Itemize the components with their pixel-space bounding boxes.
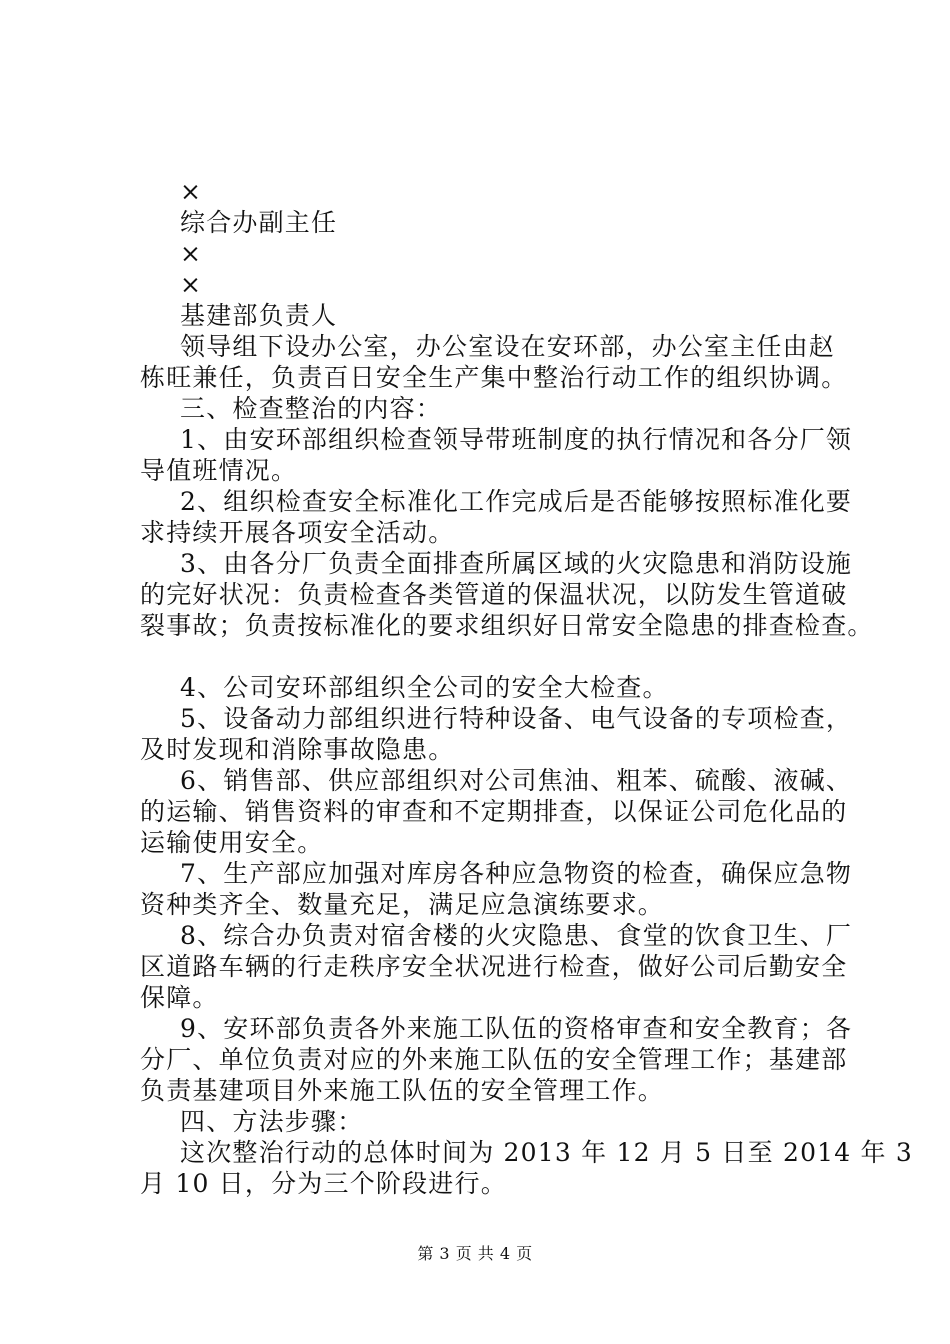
paragraph-line: 分厂、单位负责对应的外来施工队伍的安全管理工作；基建部 <box>140 1045 848 1074</box>
paragraph <box>140 765 853 858</box>
paragraph-line: 导值班情况。 <box>140 456 298 485</box>
role-deputy-director: 综合办副主任 <box>180 208 338 237</box>
paragraph-line: 负责基建项目外来施工队伍的安全管理工作。 <box>140 1076 665 1105</box>
paragraph-line: 栋旺兼任，负责百日安全生产集中整治行动工作的组织协调。 <box>140 363 848 392</box>
paragraph-line: 四、方法步骤： <box>180 1107 364 1136</box>
paragraph-line: 及时发现和消除事故隐患。 <box>140 735 455 764</box>
paragraph-gap <box>140 641 840 672</box>
paragraph <box>140 1013 853 1106</box>
paragraph <box>140 920 853 1013</box>
paragraph-line: 3、由各分厂负责全面排查所属区域的火灾隐患和消防设施 <box>180 549 853 578</box>
paragraph-line: 领导组下设办公室，办公室设在安环部，办公室主任由赵 <box>180 332 836 361</box>
paragraph-line: 的运输、销售资料的审查和不定期排查，以保证公司危化品的 <box>140 797 848 826</box>
paragraph <box>140 331 848 393</box>
cross-mark-1: × <box>180 177 203 206</box>
paragraph <box>140 672 840 703</box>
paragraph-line: 区道路车辆的行走秩序安全状况进行检查，做好公司后勤安全 <box>140 952 848 981</box>
page-footer: 第 3 页 共 4 页 <box>417 1244 533 1263</box>
paragraph <box>140 703 853 765</box>
paragraph-list <box>140 331 913 1199</box>
cross-mark-2: × <box>180 239 203 268</box>
paragraph-line: 保障。 <box>140 983 219 1012</box>
paragraph-line: 1、由安环部组织检查领导带班制度的执行情况和各分厂领 <box>180 425 853 454</box>
paragraph <box>140 393 840 424</box>
paragraph-line: 4、公司安环部组织全公司的安全大检查。 <box>180 673 669 702</box>
document-body <box>140 176 913 1199</box>
paragraph <box>140 1137 913 1199</box>
paragraph-line: 9、安环部负责各外来施工队伍的资格审查和安全教育；各 <box>180 1014 853 1043</box>
paragraph <box>140 858 853 920</box>
paragraph-line: 三、检查整治的内容： <box>180 394 443 423</box>
paragraph-line: 5、设备动力部组织进行特种设备、电气设备的专项检查， <box>180 704 853 733</box>
paragraph <box>140 486 853 548</box>
paragraph-line: 这次整治行动的总体时间为 2013 年 12 月 5 日至 2014 年 3 <box>180 1138 913 1167</box>
paragraph-line: 求持续开展各项安全活动。 <box>140 518 455 547</box>
paragraph-line: 2、组织检查安全标准化工作完成后是否能够按照标准化要 <box>180 487 853 516</box>
paragraph-line: 月 10 日，分为三个阶段进行。 <box>140 1169 507 1198</box>
paragraph-line: 7、生产部应加强对库房各种应急物资的检查，确保应急物 <box>180 859 853 888</box>
paragraph <box>140 1106 840 1137</box>
paragraph <box>140 548 874 641</box>
paragraph-line: 资种类齐全、数量充足，满足应急演练要求。 <box>140 890 665 919</box>
paragraph-line: 8、综合办负责对宿舍楼的火灾隐患、食堂的饮食卫生、厂 <box>180 921 853 950</box>
paragraph-line: 裂事故；负责按标准化的要求组织好日常安全隐患的排查检查。 <box>140 611 874 640</box>
paragraph <box>140 424 853 486</box>
paragraph-line: 运输使用安全。 <box>140 828 324 857</box>
cross-mark-3: × <box>180 270 203 299</box>
paragraph-line: 的完好状况：负责检查各类管道的保温状况，以防发生管道破 <box>140 580 848 609</box>
paragraph-line: 6、销售部、供应部组织对公司焦油、粗苯、硫酸、液碱、 <box>180 766 853 795</box>
role-construction-head: 基建部负责人 <box>180 301 338 330</box>
